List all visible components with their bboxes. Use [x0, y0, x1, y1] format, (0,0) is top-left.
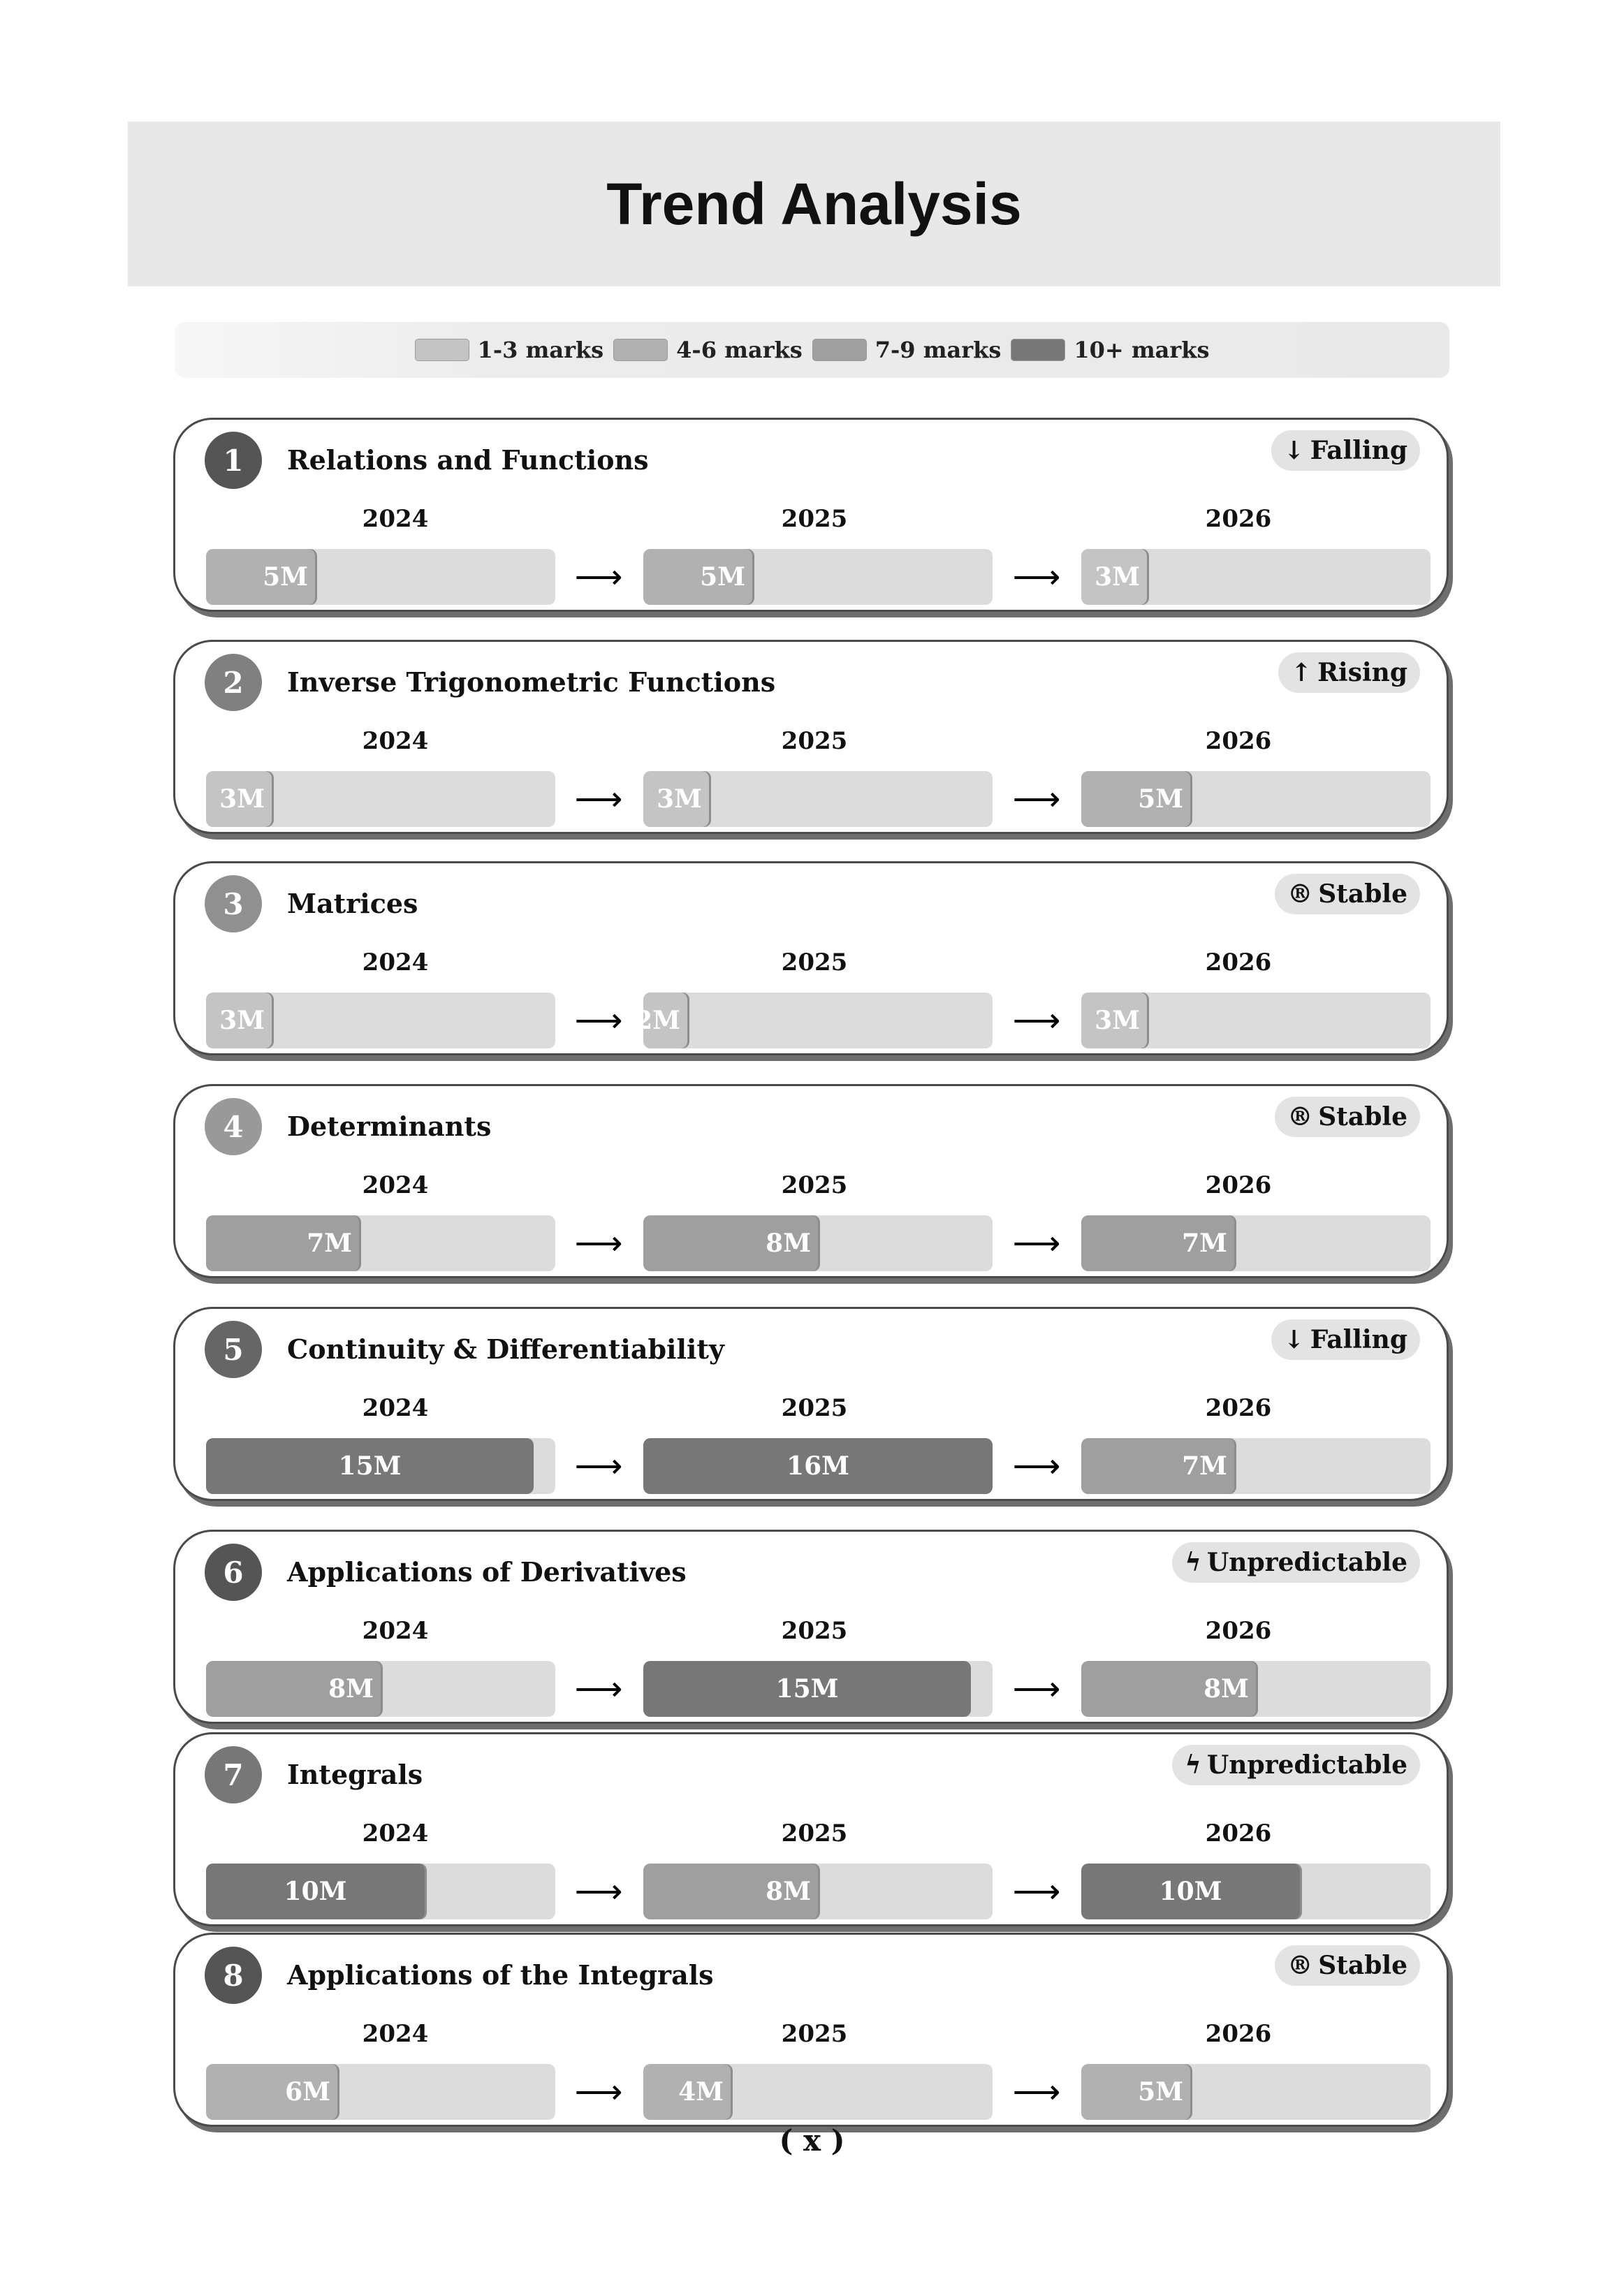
- topic-title: Applications of Derivatives: [287, 1556, 687, 1588]
- legend-swatch: [415, 339, 469, 361]
- marks-value: 7M: [307, 1229, 352, 1258]
- marks-value: 3M: [219, 1006, 265, 1035]
- topic-card: [173, 861, 1449, 1055]
- marks-bar-track: [1081, 1215, 1431, 1271]
- year-label: 2025: [781, 1820, 848, 1847]
- marks-value: 2M: [635, 1006, 680, 1035]
- year-label: 2024: [362, 949, 429, 976]
- marks-bar-track: [206, 1215, 555, 1271]
- topic-number-badge: 1: [205, 432, 262, 489]
- legend-swatch: [812, 339, 867, 361]
- marks-value: 3M: [1095, 1006, 1140, 1035]
- topic-number-badge: 3: [205, 875, 262, 932]
- marks-bar-track: [206, 2064, 555, 2120]
- topic-card: [173, 1307, 1449, 1501]
- year-label: 2024: [362, 727, 429, 755]
- marks-bar-track: [206, 1438, 555, 1494]
- marks-value: 15M: [338, 1451, 402, 1481]
- trend-badge: [1172, 1542, 1420, 1583]
- topic-title: Relations and Functions: [287, 444, 649, 476]
- marks-value: 16M: [787, 1451, 849, 1481]
- marks-value: 5M: [263, 562, 308, 592]
- registered-icon: ®: [1287, 1102, 1313, 1132]
- legend-item: [613, 337, 803, 363]
- trend-label: Rising: [1317, 658, 1407, 687]
- right-arrow-icon: ⟶: [1012, 2072, 1061, 2111]
- year-label: 2025: [781, 727, 848, 755]
- marks-bar-track: [635, 993, 993, 1048]
- topic-number-badge: 7: [205, 1746, 262, 1803]
- marks-value: 8M: [766, 1229, 811, 1258]
- registered-icon: ®: [1287, 879, 1313, 909]
- trend-badge: [1271, 430, 1420, 471]
- marks-value: 5M: [700, 562, 745, 592]
- marks-bar-track: [643, 2064, 993, 2120]
- marks-bar-track: [206, 1864, 555, 1919]
- marks-bar-track: [1081, 1661, 1431, 1717]
- legend-label: 10+ marks: [1074, 337, 1210, 363]
- right-arrow-icon: ⟶: [1012, 1224, 1061, 1263]
- arrow-down-icon: ↓: [1283, 1325, 1305, 1354]
- year-label: 2025: [781, 1617, 848, 1645]
- marks-value: 15M: [775, 1674, 839, 1704]
- year-label: 2026: [1205, 1171, 1272, 1199]
- marks-bar-track: [643, 1438, 993, 1494]
- marks-value: 8M: [766, 1877, 811, 1906]
- trend-badge: [1172, 1745, 1420, 1785]
- page-number: ( x ): [779, 2123, 845, 2158]
- marks-value: 3M: [657, 784, 702, 814]
- marks-bar-track: [1081, 549, 1431, 605]
- right-arrow-icon: ⟶: [574, 779, 623, 819]
- marks-bar-track: [643, 1215, 993, 1271]
- registered-icon: ®: [1287, 1951, 1313, 1980]
- year-label: 2026: [1205, 727, 1272, 755]
- trend-label: Unpredictable: [1206, 1750, 1407, 1780]
- year-label: 2024: [362, 2020, 429, 2048]
- page-header: [128, 122, 1500, 286]
- right-arrow-icon: ⟶: [574, 557, 623, 596]
- topic-number-badge: 4: [205, 1098, 262, 1155]
- marks-bar-track: [643, 771, 993, 827]
- topic-card: [173, 1084, 1449, 1278]
- right-arrow-icon: ⟶: [574, 1872, 623, 1911]
- marks-bar-track: [206, 993, 555, 1048]
- marks-bar-track: [1081, 993, 1431, 1048]
- year-label: 2024: [362, 1820, 429, 1847]
- marks-value: 3M: [219, 784, 265, 814]
- year-label: 2025: [781, 949, 848, 976]
- topic-number-badge: 5: [205, 1321, 262, 1378]
- marks-bar-track: [643, 1661, 993, 1717]
- legend-label: 7-9 marks: [875, 337, 1002, 363]
- year-label: 2024: [362, 1171, 429, 1199]
- trend-label: Stable: [1318, 1102, 1407, 1132]
- topic-title: Determinants: [287, 1111, 492, 1142]
- year-label: 2026: [1205, 949, 1272, 976]
- trend-badge: [1271, 1319, 1420, 1360]
- topic-title: Continuity & Differentiability: [287, 1333, 724, 1365]
- topic-title: Matrices: [287, 888, 418, 919]
- page-title: Trend Analysis: [606, 170, 1022, 237]
- right-arrow-icon: ⟶: [574, 1001, 623, 1040]
- right-arrow-icon: ⟶: [574, 2072, 623, 2111]
- legend-item: [415, 337, 604, 363]
- trend-badge: [1275, 874, 1420, 914]
- year-label: 2024: [362, 1617, 429, 1645]
- right-arrow-icon: ⟶: [574, 1224, 623, 1263]
- trend-label: Unpredictable: [1206, 1548, 1407, 1577]
- year-label: 2025: [781, 1394, 848, 1422]
- marks-bar-track: [206, 1661, 555, 1717]
- marks-bar-track: [1081, 771, 1431, 827]
- topic-card: [173, 1530, 1449, 1724]
- topic-number-badge: 2: [205, 654, 262, 711]
- year-label: 2026: [1205, 1394, 1272, 1422]
- trend-label: Stable: [1318, 1951, 1407, 1980]
- legend-item: [1011, 337, 1209, 363]
- legend-swatch: [613, 339, 668, 361]
- year-label: 2026: [1205, 1820, 1272, 1847]
- marks-value: 10M: [284, 1877, 347, 1906]
- trend-badge: [1275, 1097, 1420, 1137]
- right-arrow-icon: ⟶: [1012, 1001, 1061, 1040]
- marks-value: 8M: [328, 1674, 374, 1704]
- lightning-icon: ϟ: [1185, 1548, 1201, 1577]
- year-label: 2025: [781, 2020, 848, 2048]
- legend-label: 4-6 marks: [676, 337, 803, 363]
- right-arrow-icon: ⟶: [1012, 1447, 1061, 1486]
- topic-number-badge: 6: [205, 1544, 262, 1601]
- topic-title: Applications of the Integrals: [287, 1959, 714, 1991]
- marks-value: 8M: [1204, 1674, 1249, 1704]
- arrow-up-icon: ↑: [1290, 658, 1312, 687]
- trend-label: Stable: [1318, 879, 1407, 909]
- marks-bar-track: [1081, 1438, 1431, 1494]
- marks-bar-track: [206, 549, 555, 605]
- marks-value: 7M: [1182, 1229, 1227, 1258]
- marks-bar-track: [643, 549, 993, 605]
- trend-label: Falling: [1310, 1325, 1407, 1354]
- marks-value: 4M: [678, 2077, 724, 2107]
- marks-value: 5M: [1138, 2077, 1183, 2107]
- year-label: 2026: [1205, 505, 1272, 533]
- topic-number-badge: 8: [205, 1947, 262, 2004]
- marks-bar-track: [643, 1864, 993, 1919]
- trend-badge: [1278, 652, 1420, 693]
- marks-bar-track: [206, 771, 555, 827]
- marks-value: 6M: [285, 2077, 330, 2107]
- year-label: 2025: [781, 505, 848, 533]
- year-label: 2025: [781, 1171, 848, 1199]
- right-arrow-icon: ⟶: [1012, 1669, 1061, 1708]
- marks-bar-track: [1081, 2064, 1431, 2120]
- marks-value: 7M: [1182, 1451, 1227, 1481]
- marks-value: 3M: [1095, 562, 1140, 592]
- trend-label: Falling: [1310, 436, 1407, 465]
- topic-card: [173, 418, 1449, 612]
- year-label: 2024: [362, 1394, 429, 1422]
- marks-bar-track: [1081, 1864, 1431, 1919]
- lightning-icon: ϟ: [1185, 1750, 1201, 1780]
- year-label: 2026: [1205, 1617, 1272, 1645]
- legend-label: 1-3 marks: [477, 337, 604, 363]
- topic-title: Integrals: [287, 1759, 423, 1790]
- right-arrow-icon: ⟶: [574, 1447, 623, 1486]
- topic-card: [173, 640, 1449, 834]
- marks-value: 10M: [1159, 1877, 1222, 1906]
- right-arrow-icon: ⟶: [1012, 557, 1061, 596]
- topic-card: [173, 1933, 1449, 2127]
- right-arrow-icon: ⟶: [1012, 779, 1061, 819]
- legend-swatch: [1011, 339, 1065, 361]
- arrow-down-icon: ↓: [1283, 436, 1305, 465]
- right-arrow-icon: ⟶: [1012, 1872, 1061, 1911]
- topic-card: [173, 1732, 1449, 1926]
- trend-badge: [1275, 1945, 1420, 1986]
- marks-value: 5M: [1138, 784, 1183, 814]
- year-label: 2026: [1205, 2020, 1272, 2048]
- right-arrow-icon: ⟶: [574, 1669, 623, 1708]
- marks-legend: [175, 322, 1449, 378]
- topic-title: Inverse Trigonometric Functions: [287, 666, 776, 698]
- year-label: 2024: [362, 505, 429, 533]
- legend-item: [812, 337, 1002, 363]
